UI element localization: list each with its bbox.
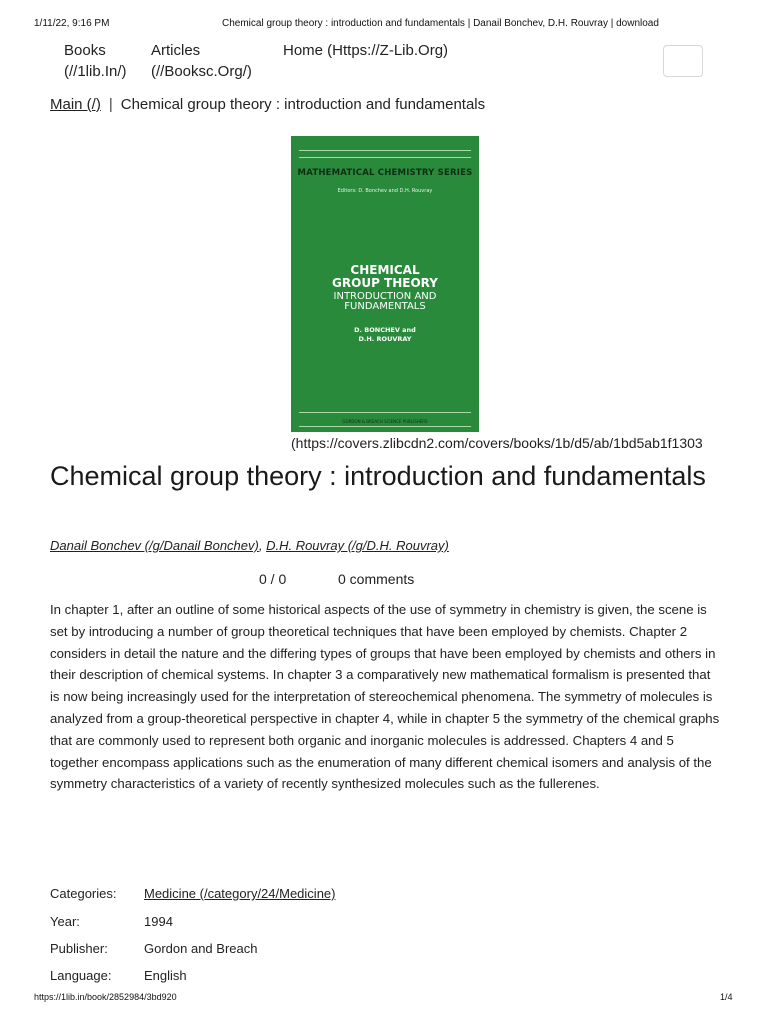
cover-authors-line1: D. BONCHEV and — [354, 326, 416, 334]
menu-toggle-button[interactable] — [663, 45, 703, 77]
book-description: In chapter 1, after an outline of some historical aspects of the use of symmetry in chemistry is given, the scene is set by introducing a number of group theoretical techniques that have been employed by chemists. Chapter 2 considers in detail the nature and the differing types of groups that have been employed by chemists and others in their description of chemical systems. In chapter 3 a comparatively new mathematical formalism is presented that is now being increasingly used for the interpretation of stereochemical phenomena. The symmetry of molecules is analyzed from a group-theoretical perspective in chapter 4, while in chapter 5 the symmetry of the chemical graphs that are commonly used to represent both organic and inorganic molecules is addressed. Chapters 4 and 5 together encompass applications such as the enumeration of many different chemical isomers and analysis of the symmetry characteristics of a variety of recently synthesized molecules such as the fullerenes. — [50, 602, 720, 792]
author-separator: , — [258, 538, 267, 553]
cover-subtitle-line2: FUNDAMENTALS — [344, 301, 426, 312]
cover-title-line2: GROUP THEORY — [332, 276, 438, 290]
nav-books-label: Books — [64, 42, 106, 59]
print-page-number: 1/4 — [720, 992, 733, 1002]
cover-rule-bottom-2 — [299, 426, 471, 427]
cover-title — [291, 264, 479, 290]
cover-rule-bottom — [299, 412, 471, 413]
nav-articles-url: (//Booksc.Org/) — [151, 63, 252, 80]
cover-rule-top — [299, 150, 471, 151]
cover-subtitle — [291, 292, 479, 312]
breadcrumb-main-link[interactable]: Main (/) — [50, 96, 101, 113]
book-cover-image[interactable] — [291, 136, 479, 432]
breadcrumb — [50, 96, 485, 113]
cover-authors-line2: D.H. ROUVRAY — [358, 335, 412, 343]
detail-label-year: Year: — [50, 914, 80, 929]
detail-value-language: English — [144, 968, 187, 983]
book-title: Chemical group theory : introduction and fundamentals — [50, 461, 706, 491]
cover-subtitle-line1: INTRODUCTION AND — [333, 291, 437, 302]
cover-editors: Editors: D. Bonchev and D.H. Rouvray — [337, 188, 433, 194]
cover-title-line1: CHEMICAL — [350, 263, 420, 277]
nav-home-link[interactable]: Home (Https://Z-Lib.Org) — [283, 42, 449, 59]
cover-publisher: GORDON & BREACH SCIENCE PUBLISHERS — [342, 419, 428, 424]
detail-label-categories: Categories: — [50, 886, 117, 901]
detail-value-publisher: Gordon and Breach — [144, 941, 258, 956]
cover-image-url: (https://covers.zlibcdn2.com/covers/books/1b/d5/ab/1bd5ab1f1303 — [291, 435, 703, 451]
detail-value-year: 1994 — [144, 914, 173, 929]
print-datetime: 1/11/22, 9:16 PM — [34, 18, 110, 29]
nav-books-link[interactable] — [64, 40, 127, 82]
print-footer-url: https://1lib.in/book/2852984/3bd920 — [34, 992, 177, 1002]
book-rating[interactable]: 0 / 0 — [259, 571, 287, 587]
detail-label-publisher: Publisher: — [50, 941, 108, 956]
breadcrumb-separator: | — [108, 96, 113, 113]
author-link-bonchev[interactable]: Danail Bonchev (/g/Danail Bonchev) — [50, 538, 259, 553]
print-doc-title: Chemical group theory : introduction and fundamentals | Danail Bonchev, D.H. Rouvray | download — [222, 18, 659, 29]
book-authors — [50, 538, 449, 553]
detail-label-language: Language: — [50, 968, 112, 983]
breadcrumb-current: Chemical group theory : introduction and fundamentals — [120, 96, 486, 113]
cover-rule-top-2 — [299, 157, 471, 158]
nav-books-url: (//1lib.In/) — [64, 63, 127, 80]
author-link-rouvray[interactable]: D.H. Rouvray (/g/D.H. Rouvray) — [266, 538, 449, 553]
nav-articles-label: Articles — [151, 42, 201, 59]
category-link-medicine[interactable]: Medicine (/category/24/Medicine) — [144, 886, 336, 901]
nav-articles-link[interactable] — [151, 40, 252, 82]
comments-link[interactable]: 0 comments — [338, 571, 415, 587]
cover-authors — [291, 326, 479, 344]
cover-series: MATHEMATICAL CHEMISTRY SERIES — [297, 168, 473, 178]
